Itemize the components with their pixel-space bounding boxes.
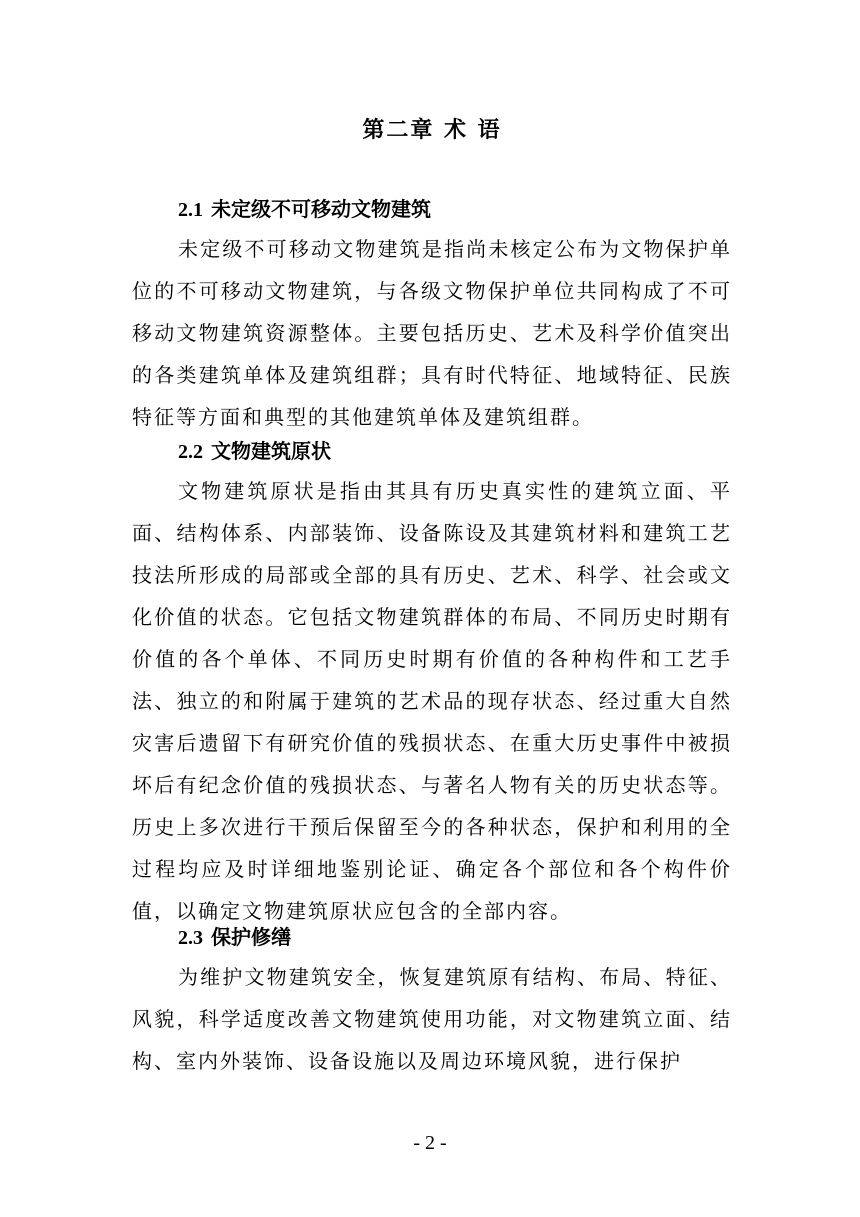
section-paragraph: 为维护文物建筑安全，恢复建筑原有结构、布局、特征、风貌，科学适度改善文物建筑使用功能，对文物建筑立面、结构、室内外装饰、设备设施以及周边环境风貌，进行保护 <box>132 965 732 1073</box>
section-heading <box>178 190 732 228</box>
section-2-1 <box>132 190 732 438</box>
page-number: - 2 - <box>413 1132 447 1154</box>
section-title: 文物建筑原状 <box>211 439 331 463</box>
section-2-2 <box>132 432 732 932</box>
section-heading <box>178 918 732 956</box>
chapter-title: 第二章 术 语 <box>362 117 502 143</box>
section-heading <box>178 432 732 470</box>
section-paragraph: 文物建筑原状是指由其具有历史真实性的建筑立面、平面、结构体系、内部装饰、设备陈设及其建筑材料和建筑工艺技法所形成的局部或全部的具有历史、艺术、科学、社会或文化价值的状态。它包括文物建筑群体的布局、不同历史时期有价值的各个单体、不同历史时期有价值的各种构件和工艺手法、独立的和附属于建筑的艺术品的现存状态、经过重大自然灾害后遗留下有研究价值的残损状态、在重大历史事件中被损坏后有纪念价值的残损状态、与著名人物有关的历史状态等。历史上多次进行干预后保留至今的各种状态，保护和利用的全过程均应及时详细地鉴别论证、确定各个部位和各个构件价值，以确定文物建筑原状应包含的全部内容。 <box>132 479 732 923</box>
section-number: 2.2 <box>178 441 203 463</box>
section-title: 未定级不可移动文物建筑 <box>211 197 431 221</box>
section-paragraph: 未定级不可移动文物建筑是指尚未核定公布为文物保护单位的不可移动文物建筑，与各级文物保护单位共同构成了不可移动文物建筑资源整体。主要包括历史、艺术及科学价值突出的各类建筑单体及建筑组群；具有时代特征、地域特征、民族特征等方面和典型的其他建筑单体及建筑组群。 <box>132 237 732 429</box>
section-number: 2.3 <box>178 927 203 949</box>
section-title: 保护修缮 <box>211 925 291 949</box>
section-2-3 <box>132 918 732 1082</box>
section-number: 2.1 <box>178 199 203 221</box>
